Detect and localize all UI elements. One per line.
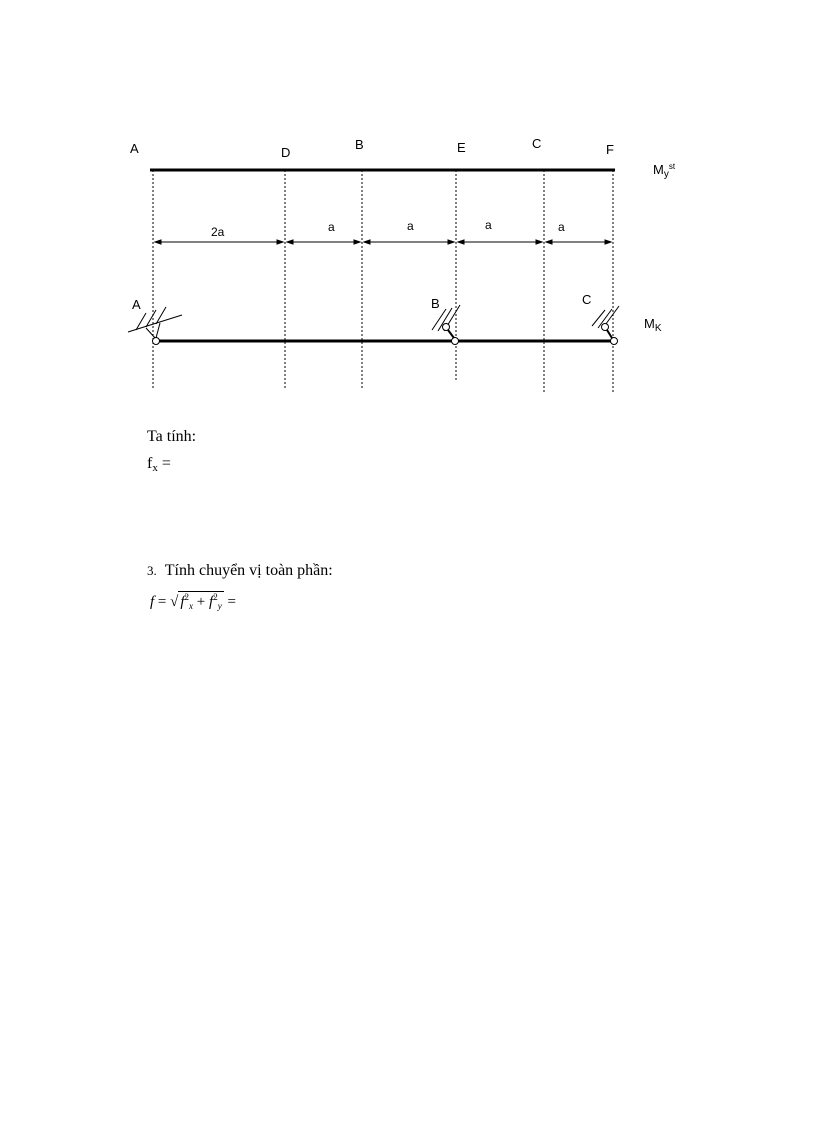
dim-arrow (605, 240, 611, 244)
formula-sub1: x (189, 601, 194, 611)
dim-label-2a: 2a (211, 225, 225, 239)
top-label-A: A (130, 141, 139, 156)
support-A (128, 307, 182, 345)
formula-plus: + (193, 594, 210, 610)
formula-term1: f (180, 594, 185, 610)
formula-sup2: 2 (213, 592, 218, 602)
support-B-bottom-hinge (452, 338, 459, 345)
support-B-top-hinge (443, 324, 450, 331)
support-C-top-hinge (602, 324, 609, 331)
top-label-B: B (355, 137, 364, 152)
top-label-C: C (532, 136, 542, 151)
top-moment-label (653, 162, 676, 180)
dimension-lines (155, 240, 611, 244)
dim-label-a2: a (407, 219, 414, 233)
formula-sub2: y (217, 601, 222, 611)
top-moment-sup: st (668, 162, 676, 171)
section-heading (147, 562, 333, 580)
support-A-hinge (153, 338, 160, 345)
section-title: Tính chuyển vị toàn phần: (164, 562, 333, 579)
top-moment-main: M (653, 162, 664, 177)
top-moment-sub: y (663, 169, 669, 180)
support-A-strut (156, 323, 160, 338)
dim-arrow (536, 240, 542, 244)
formula-eq2: = (223, 594, 236, 610)
dim-arrow (277, 240, 283, 244)
top-label-F: F (606, 142, 614, 157)
dim-arrow (448, 240, 454, 244)
fx-line (147, 455, 171, 474)
dim-arrow (155, 240, 161, 244)
formula-term2: f (209, 594, 214, 610)
top-label-E: E (457, 140, 466, 155)
dim-label-a4: a (558, 220, 565, 234)
bottom-moment-main: M (644, 316, 655, 331)
beam-diagram (0, 0, 816, 420)
formula-lhs: f (150, 594, 155, 610)
dim-arrow (458, 240, 464, 244)
bottom-moment-sub: K (654, 323, 662, 334)
guide-lines (153, 170, 613, 394)
fx-sub: x (152, 462, 158, 474)
ta-tinh-text: Ta tính: (147, 428, 197, 445)
support-C (592, 306, 619, 345)
bottom-label-B: B (431, 296, 440, 311)
dim-arrow (546, 240, 552, 244)
bottom-label-A: A (132, 297, 141, 312)
bottom-label-C: C (582, 292, 592, 307)
dim-label-a1: a (328, 220, 335, 234)
support-B-link (448, 330, 454, 338)
fx-equals: = (157, 455, 171, 472)
fx-main: f (147, 455, 153, 472)
support-C-link (607, 330, 612, 338)
bottom-moment-label (644, 316, 662, 334)
formula-radicand (178, 591, 223, 611)
formula-eq1: = (154, 594, 171, 610)
dim-arrow (287, 240, 293, 244)
dim-arrow (364, 240, 370, 244)
dim-label-a3: a (485, 218, 492, 232)
formula-sup1: 2 (184, 592, 190, 602)
support-C-bottom-hinge (611, 338, 618, 345)
dim-arrow (354, 240, 360, 244)
sqrt-icon: √ (170, 594, 179, 610)
total-displacement-formula (150, 591, 236, 611)
section-number: 3. (147, 563, 157, 578)
top-label-D: D (281, 145, 291, 160)
